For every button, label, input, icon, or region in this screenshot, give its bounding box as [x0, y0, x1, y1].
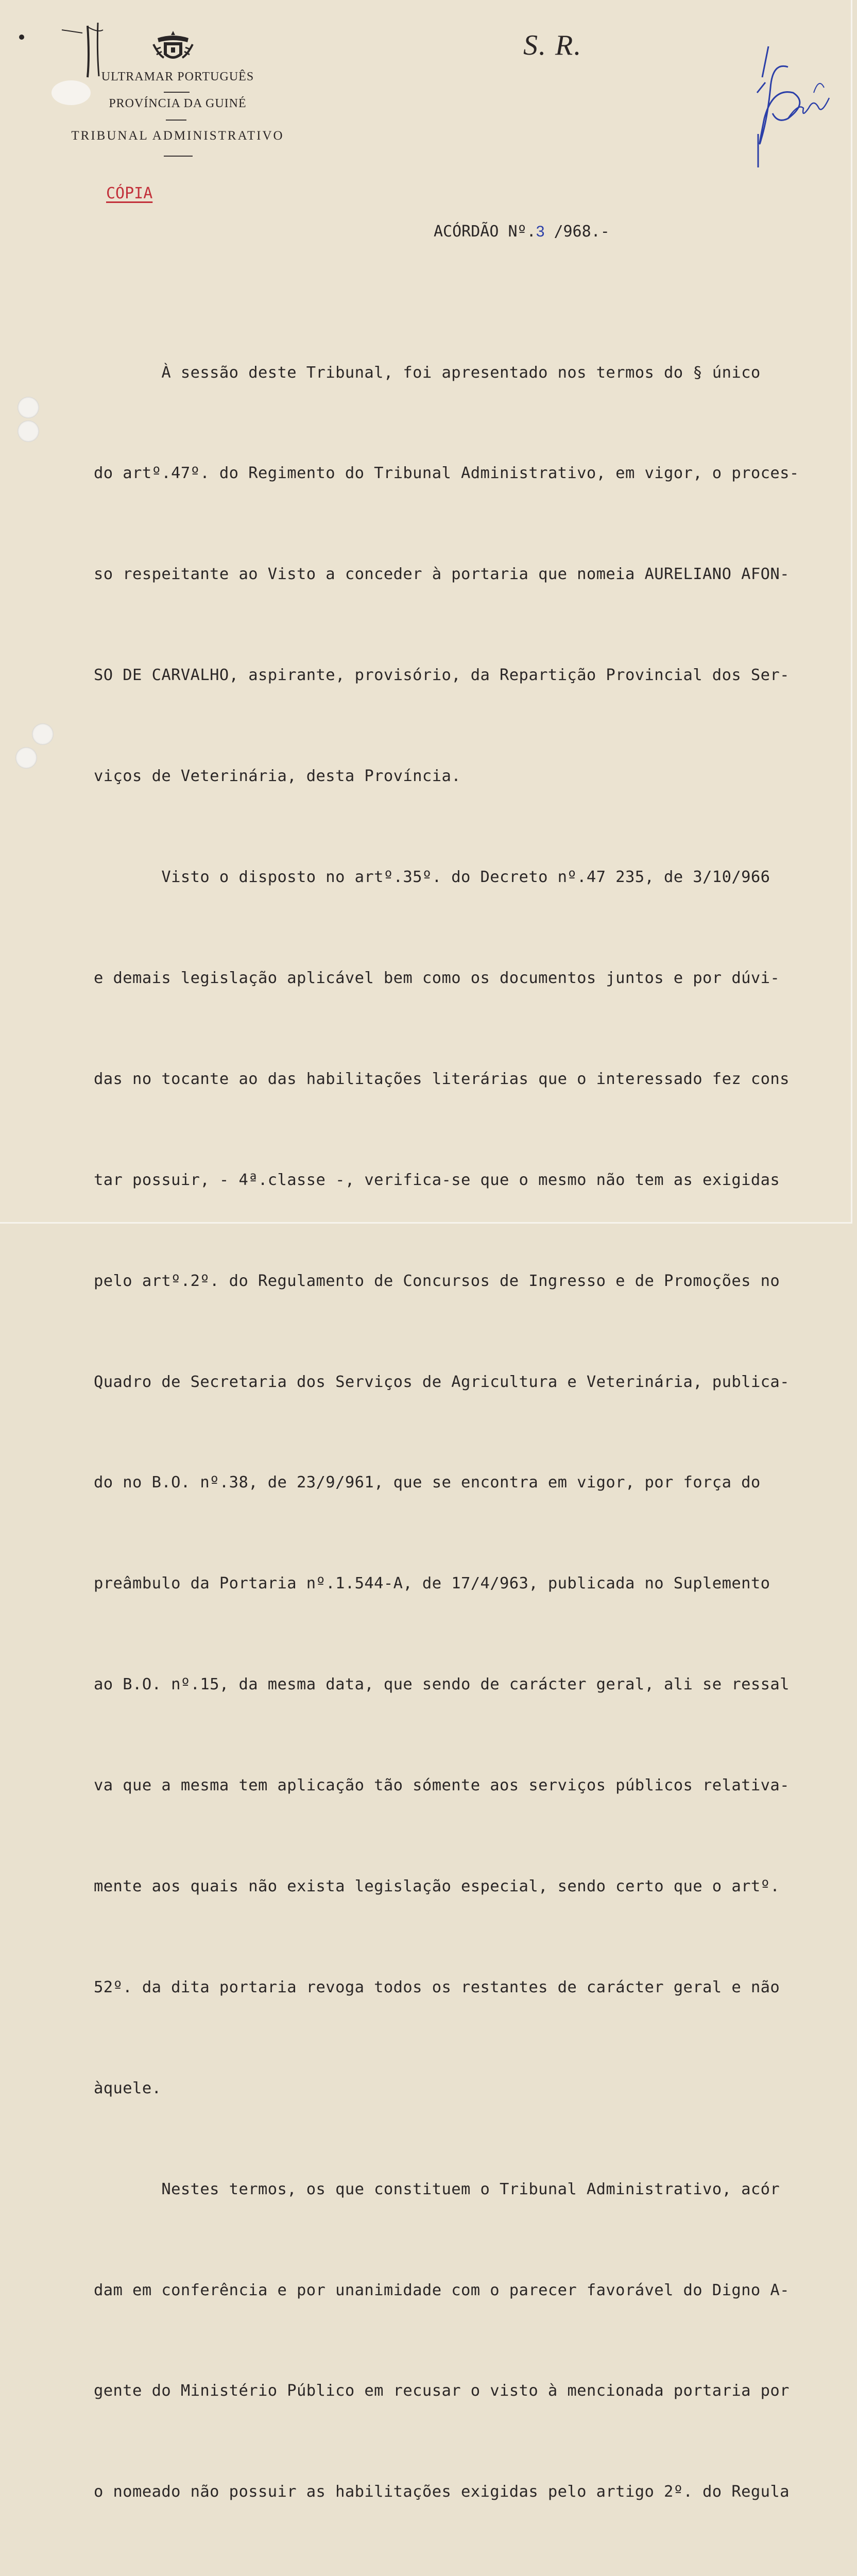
body-line: àquele.: [94, 2079, 162, 2097]
handwritten-signature: [736, 41, 839, 175]
classification-mark: S. R.: [523, 29, 582, 61]
ruling-prefix: ACÓRDÃO Nº.: [434, 223, 536, 241]
body-line: Visto o disposto no artº.35º. do Decreto nº.47 235, de 3/10/966: [94, 868, 770, 887]
ruling-number: [434, 223, 610, 241]
ruling-suffix: /968.-: [554, 223, 610, 241]
punch-hole: [15, 747, 37, 769]
body-line: ao B.O. nº.15, da mesma data, que sendo de carácter geral, ali se ressal: [94, 1675, 790, 1694]
header-divider: [164, 156, 193, 157]
body-line: mente aos quais não exista legislação especial, sendo certo que o artº.: [94, 1877, 780, 1895]
body-line: gente do Ministério Público em recusar o visto à mencionada portaria por: [94, 2382, 790, 2400]
header-province: PROVÍNCIA DA GUINÉ: [109, 97, 247, 110]
copy-stamp: CÓPIA: [106, 184, 153, 202]
body-line: das no tocante ao das habilitações literárias que o interessado fez cons: [94, 1070, 790, 1088]
body-line: do no B.O. nº.38, de 23/9/961, que se encontra em vigor, por força do: [94, 1473, 761, 1492]
coat-of-arms-icon: [148, 29, 198, 66]
punch-hole: [18, 420, 39, 442]
body-line: Nestes termos, os que constituem o Tribunal Administrativo, acór: [94, 2180, 780, 2198]
ruling-body: [94, 289, 835, 2576]
body-line: dam em conferência e por unanimidade com o parecer favorável do Digno A-: [94, 2281, 790, 2299]
body-line: À sessão deste Tribunal, foi apresentado nos termos do § único: [94, 363, 761, 382]
body-line: va que a mesma tem aplicação tão sómente aos serviços públicos relativa-: [94, 1776, 790, 1795]
body-line: SO DE CARVALHO, aspirante, provisório, da Repartição Provincial dos Ser-: [94, 666, 790, 685]
punch-hole: [32, 723, 54, 745]
body-line: pelo artº.2º. do Regulamento de Concursos de Ingresso e de Promoções no: [94, 1272, 780, 1290]
ruling-handwritten-number: 3: [536, 223, 545, 240]
header-ultramar: ULTRAMAR PORTUGUÊS: [101, 70, 254, 83]
body-line: o nomeado não possuir as habilitações exigidas pelo artigo 2º. do Regula: [94, 2483, 790, 2501]
header-divider: [164, 92, 190, 93]
body-line: Quadro de Secretaria dos Serviços de Agricultura e Veterinária, publica-: [94, 1372, 790, 1391]
body-line: 52º. da dita portaria revoga todos os restantes de carácter geral e não: [94, 1978, 780, 1996]
body-line: preâmbulo da Portaria nº.1.544-A, de 17/4/963, publicada no Suplemento: [94, 1574, 770, 1593]
body-line: tar possuir, - 4ª.classe -, verifica-se que o mesmo não tem as exigidas: [94, 1171, 780, 1189]
body-line: e demais legislação aplicável bem como os documentos juntos e por dúvi-: [94, 969, 780, 987]
body-line: so respeitante ao Visto a conceder à portaria que nomeia AURELIANO AFON-: [94, 565, 790, 584]
body-line: do artº.47º. do Regimento do Tribunal Administrativo, em vigor, o proces-: [94, 464, 799, 483]
body-line: viços de Veterinária, desta Província.: [94, 767, 461, 786]
header-tribunal: TRIBUNAL ADMINISTRATIVO: [71, 129, 284, 143]
header-divider: [166, 120, 186, 121]
punch-hole: [18, 397, 39, 418]
